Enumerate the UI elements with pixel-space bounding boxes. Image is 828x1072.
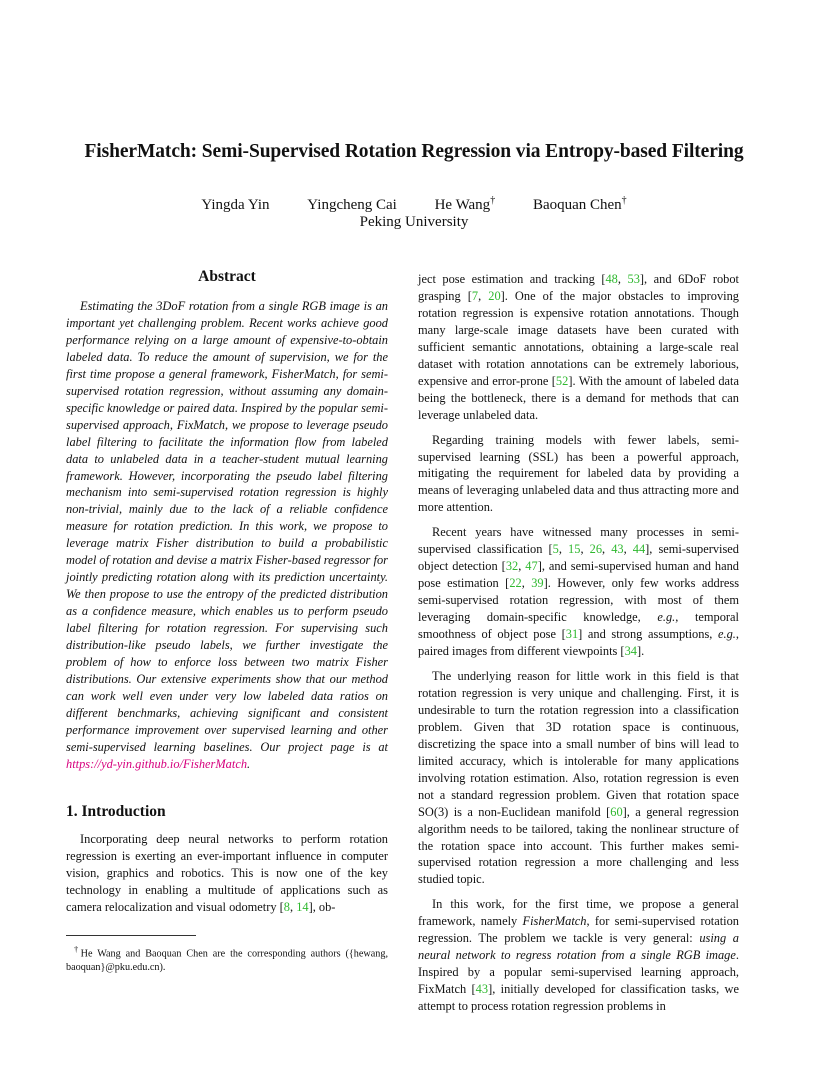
citation-link[interactable]: 8 xyxy=(283,899,290,914)
affiliation: Peking University xyxy=(359,214,469,230)
intro-paragraph: Incorporating deep neural networks to perform rotation regression is exerting an ever-important influence in computer vision, graphics and robotics. This is now one of the key technology in enabling a multitude of applications such as camera relocalization and visual odometry [8, 14], ob- xyxy=(66,831,388,914)
citation-link[interactable]: 43 xyxy=(611,542,624,557)
citation-link[interactable]: 60 xyxy=(610,804,623,819)
author-list xyxy=(0,195,828,214)
citation-link[interactable]: 48 xyxy=(605,272,618,286)
citation-link[interactable]: 34 xyxy=(624,644,637,659)
citation-link[interactable]: 31 xyxy=(565,627,579,642)
citation-link[interactable]: 39 xyxy=(531,576,544,591)
footnote-rule xyxy=(66,935,196,936)
intro-paragraph: Recent years have witnessed many processes in semi-supervised classification [5, 15, 26, 43, 44], semi-supervised object detection [32, 47], and semi-supervised human and hand pose estimation [22, 39]. However, only few works address semi-supervised rotation regression, with most of them leveraging domain-specific knowledge, e.g., temporal smoothness of object pose [31] and strong assumptions, e.g., paired images from different viewpoints [34]. xyxy=(418,525,740,659)
intro-paragraph: The underlying reason for little work in this field is that rotation regression is very unique and challenging. First, it is undesirable to turn the rotation regression into a classification problem. Given that 3D rotation space is continuous, discretizing the space into a small number of bins will lead to limited accuracy, which is intolerable for many applications involving rotation estimation. Also, rotation regression is even not a standard regression problem. Given that rotation space SO(3) is a non-Euclidean manifold [60], a general regression algorithm needs to be tailored, taking the nonlinear structure of the rotation space into account. This further makes semi-supervised rotation regression a more challenging and less studied topic. xyxy=(418,668,739,887)
right-column xyxy=(418,271,739,1015)
citation-link[interactable]: 26 xyxy=(589,542,603,557)
author: Baoquan Chen† xyxy=(532,195,627,213)
citation-link[interactable]: 5 xyxy=(552,542,559,557)
left-column xyxy=(66,268,388,915)
citation-link[interactable]: 22 xyxy=(509,576,522,591)
footnote-text: †He Wang and Baoquan Chen are the corresponding authors ({hewang, baoquan}@pku.edu.cn). xyxy=(66,944,389,974)
intro-paragraph: ject pose estimation and tracking [48, 53], and 6DoF robot grasping [7, 20]. One of the major obstacles to improving rotation regression is expensive rotation annotations. Though many large-scale image datasets have been curated with sufficient semantic annotations, obtaining a large-scale real dataset with rotation annotations can be extremely laborious, expensive and error-prone [52]. With the amount of labeled data being the bottleneck, there is a demand for methods that can leverage unlabeled data. xyxy=(418,272,740,422)
citation-link[interactable]: 14 xyxy=(296,899,309,914)
footnote xyxy=(66,935,388,975)
citation-link[interactable]: 20 xyxy=(488,288,501,303)
intro-paragraph: Regarding training models with fewer labels, semi-supervised learning (SSL) has been a powerful approach, mitigating the requirement for labeled data by providing a means of leveraging unlabeled data and thus attracting more and more attention. xyxy=(418,432,739,515)
citation-link[interactable]: 32 xyxy=(505,559,519,574)
intro-paragraph: In this work, for the first time, we propose a general framework, namely FisherMatch, for semi-supervised rotation regression. The problem we tackle is very general: using a neural network to regress rotation from a single RGB image. Inspired by a popular semi-supervised learning approach, FixMatch [43], initially developed for classification tasks, we attempt to process rotation regression problems in xyxy=(418,897,739,1014)
section-heading-introduction: 1. Introduction xyxy=(66,802,166,820)
abstract-heading: Abstract xyxy=(198,268,256,285)
citation-link[interactable]: 15 xyxy=(568,542,581,557)
author: Yingcheng Cai xyxy=(307,197,397,213)
project-page-link[interactable]: https://yd-yin.github.io/FisherMatch xyxy=(66,756,248,771)
author: He Wang† xyxy=(434,195,496,213)
author: Yingda Yin xyxy=(201,197,270,213)
citation-link[interactable]: 53 xyxy=(627,272,640,286)
citation-link[interactable]: 52 xyxy=(555,373,569,388)
citation-link[interactable]: 7 xyxy=(471,288,479,303)
citation-link[interactable]: 44 xyxy=(632,542,646,557)
paper-title: FisherMatch: Semi-Supervised Rotation Regression via Entropy-based Filtering xyxy=(84,141,744,162)
abstract-text: Estimating the 3DoF rotation from a single RGB image is an important yet challenging problem. Recent works achieve good performance relying on a large amount of expensive-to-obtain labeled data. To reduce the amount of supervision, we for the first time propose a general framework, FisherMatch, for semi-supervised rotation regression, without assuming any domain-specific knowledge or paired data. Inspired by the popular semi-supervised approach, FixMatch, we propose to leverage pseudo label filtering to facilitate the information flow from labeled data to unlabeled data in a teacher-student mutual learning framework. However, incorporating the pseudo label filtering mechanism into semi-supervised rotation regression is highly non-trivial, mainly due to the lack of a reliable confidence measure for rotation prediction. In this work, we propose to leverage matrix Fisher distribution to build a probabilistic model of rotation and devise a matrix Fisher-based regressor for jointly predicting rotation along with its prediction uncertainty. We then propose to use the entropy of the predicted distribution as a confidence measure, which enables us to perform pseudo label filtering for rotation regression. For supervising such distribution-like pseudo labels, we further investigate the problem of how to enforce loss between two matrix Fisher distributions. Our extensive experiments show that our method can work well even under very low labeled data ratios on different benchmarks, achieving significant and consistent performance improvement over supervised learning and other semi-supervised learning baselines. Our project page is at https://yd-yin.github.io/FisherMatch. xyxy=(66,299,388,771)
citation-link[interactable]: 43 xyxy=(475,982,489,997)
citation-link[interactable]: 47 xyxy=(525,559,538,574)
